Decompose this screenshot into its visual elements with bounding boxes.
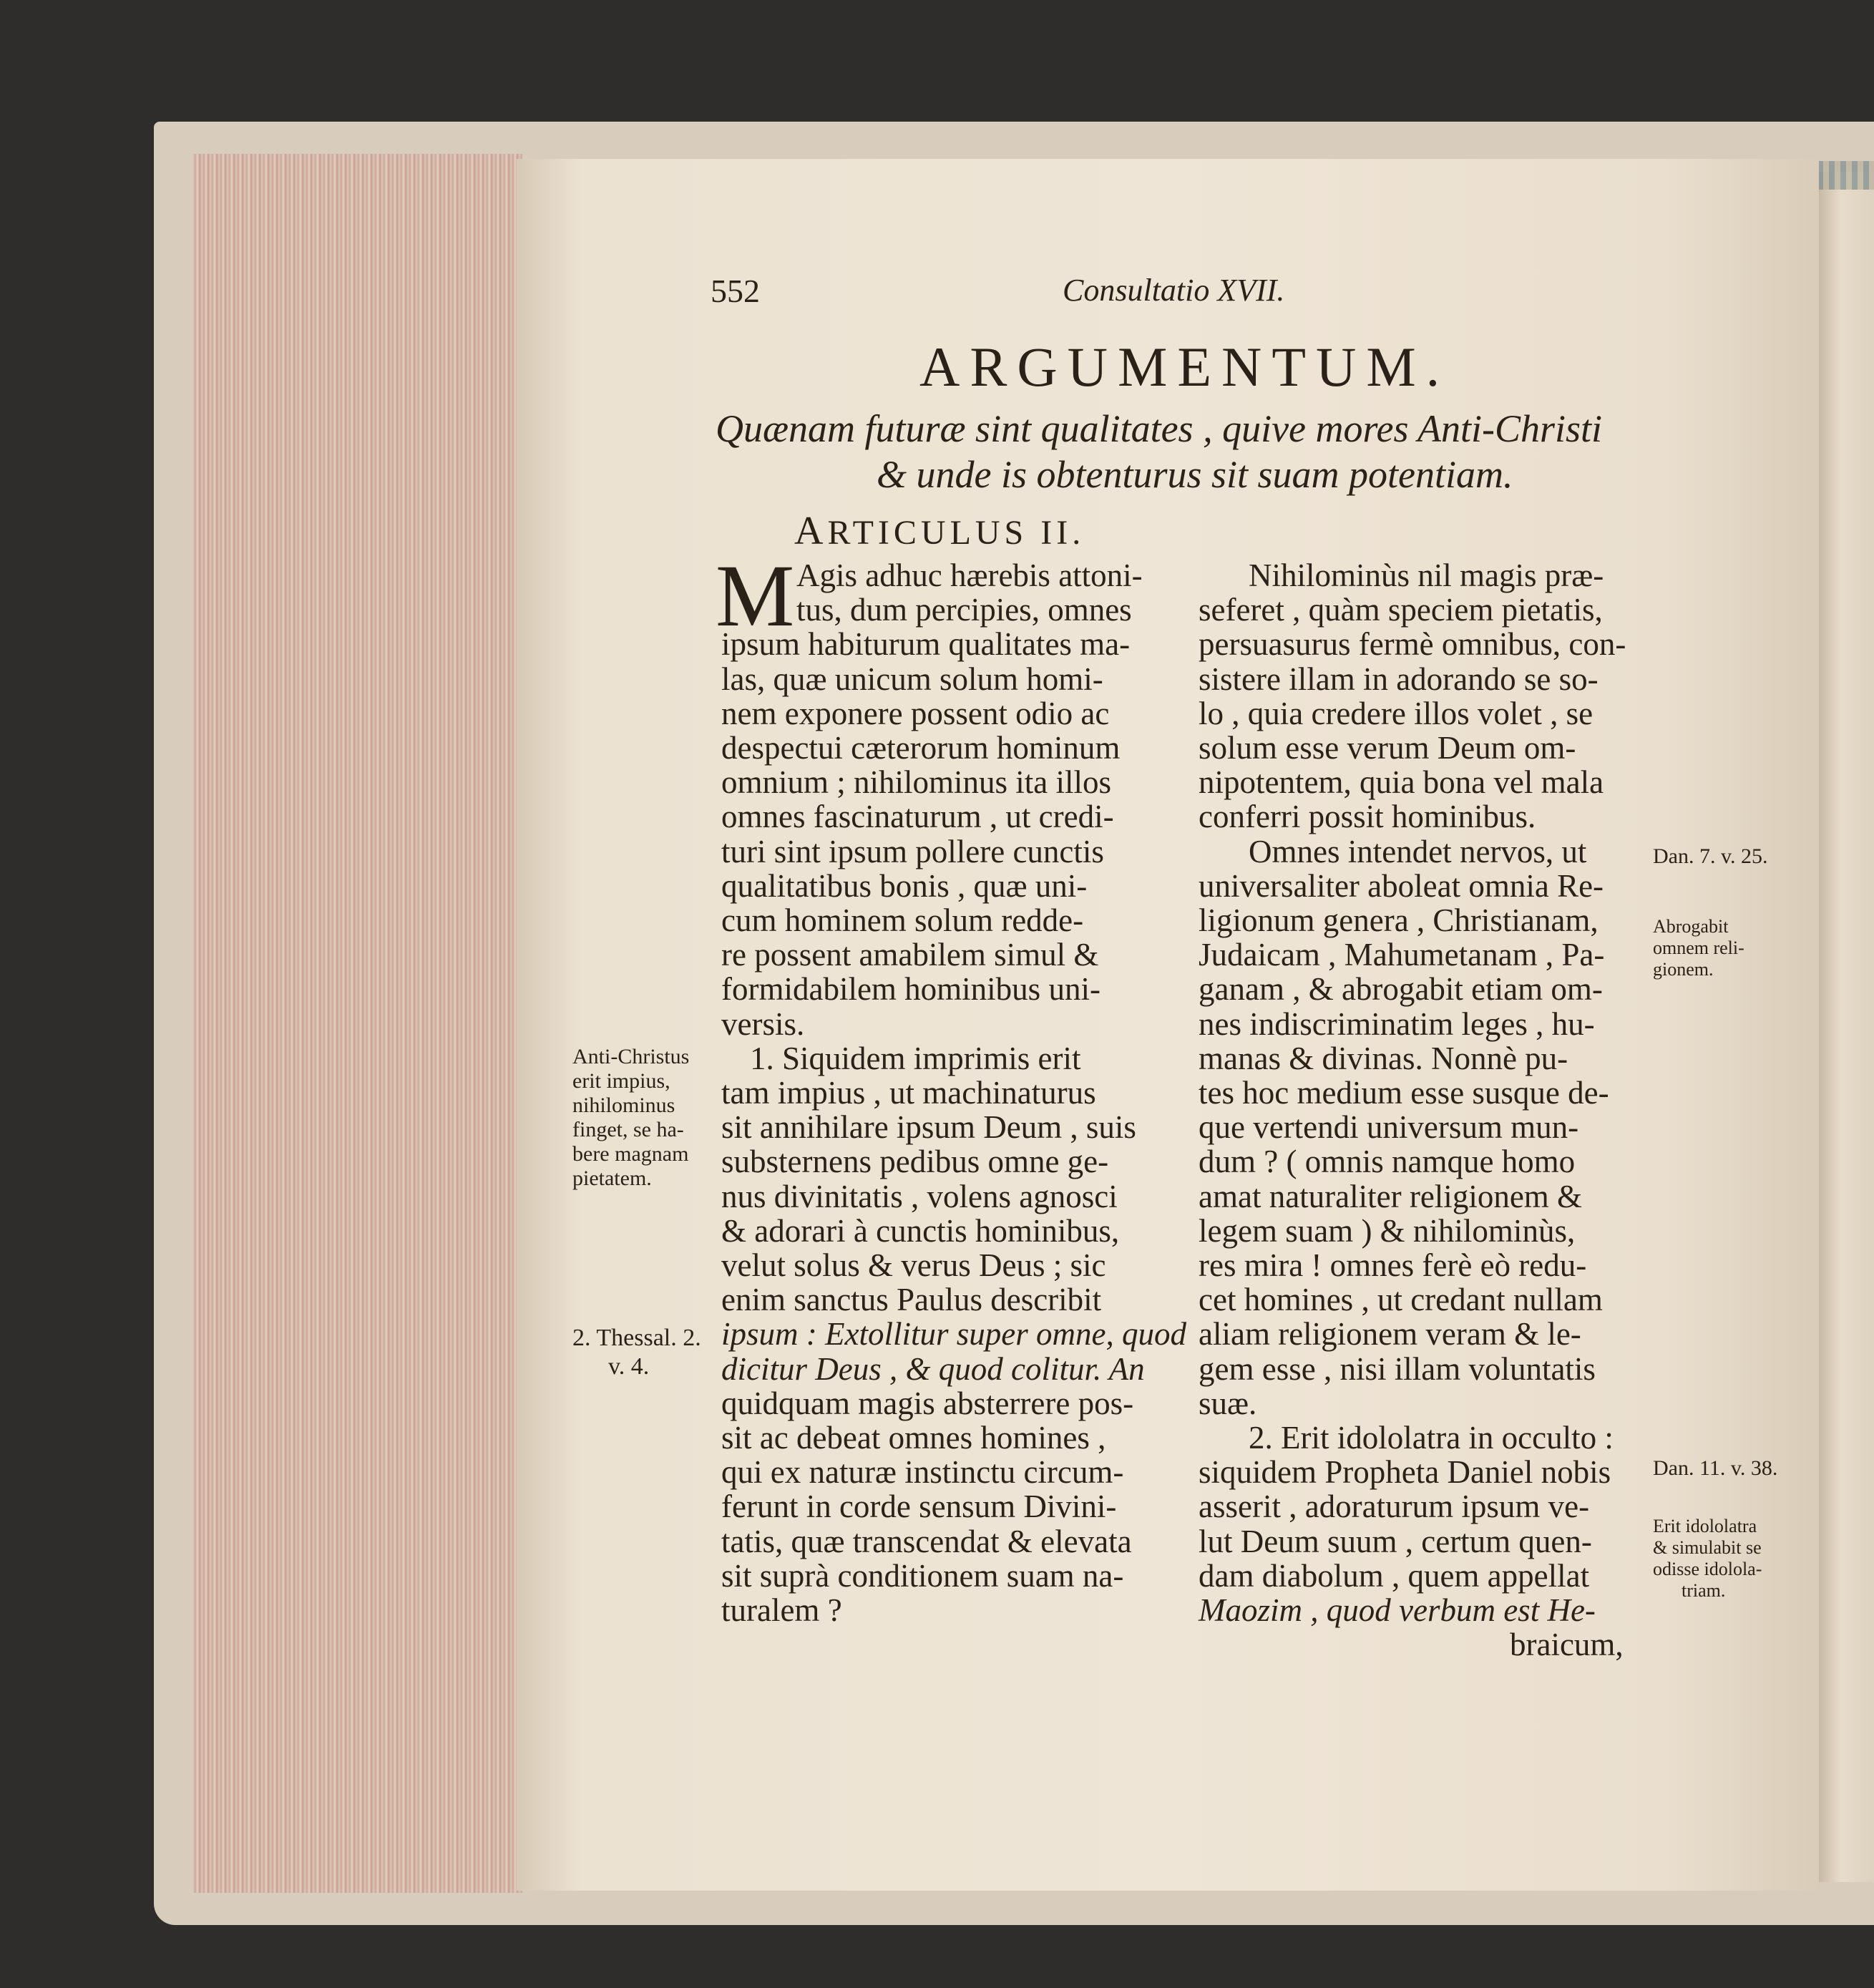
text-line: las, quæ unicum solum homi- bbox=[721, 661, 1103, 697]
page-number: 552 bbox=[711, 273, 760, 309]
text-line: suæ. bbox=[1199, 1385, 1257, 1421]
article-heading bbox=[794, 508, 1085, 554]
page-title: ARGUMENTUM. bbox=[919, 336, 1450, 398]
text-line: Nihilominùs nil magis præ- bbox=[1249, 557, 1604, 593]
text-line: ferunt in corde sensum Divini- bbox=[721, 1488, 1117, 1525]
margin-note-line: nihilominus bbox=[572, 1093, 675, 1117]
margin-note-line: omnem reli- bbox=[1653, 937, 1744, 958]
subtitle-line-1: Quænam futuræ sint qualitates , quive mores Anti-Christi bbox=[716, 407, 1603, 450]
margin-note-line: & simulabit se bbox=[1653, 1537, 1762, 1558]
text-line: lut Deum suum , certum quen- bbox=[1199, 1523, 1592, 1559]
text-line: turi sint ipsum pollere cunctis bbox=[721, 833, 1104, 869]
text-line: substernens pedibus omne ge- bbox=[721, 1144, 1109, 1180]
right-text-column bbox=[1199, 558, 1649, 1662]
text-line: persuasurus fermè omnibus, con- bbox=[1199, 626, 1626, 663]
text-line: asserit , adoraturum ipsum ve- bbox=[1199, 1488, 1590, 1525]
text-line: gem esse , nisi illam voluntatis bbox=[1199, 1350, 1596, 1387]
margin-note-line: Dan. 11. v. 38. bbox=[1653, 1456, 1778, 1480]
text-line: tus, dum percipies, omnes bbox=[796, 592, 1132, 628]
text-line: lo , quia credere illos volet , se bbox=[1199, 695, 1594, 731]
margin-note-thessalonians bbox=[572, 1324, 701, 1381]
margin-note-line: Abrogabit bbox=[1653, 916, 1729, 937]
text-line: nus divinitatis , volens agnosci bbox=[721, 1178, 1118, 1214]
text-line: nes indiscriminatim leges , hu- bbox=[1199, 1005, 1595, 1042]
text-line: solum esse verum Deum om- bbox=[1199, 730, 1576, 766]
margin-note-line: Dan. 7. v. 25. bbox=[1653, 844, 1768, 868]
text-line: sit ac debeat omnes homines , bbox=[721, 1420, 1106, 1456]
text-line: tam impius , ut machinaturus bbox=[721, 1075, 1096, 1111]
text-line: re possent amabilem simul & bbox=[721, 937, 1099, 973]
margin-note-line: erit impius, bbox=[572, 1069, 670, 1093]
margin-note-line: triam. bbox=[1682, 1580, 1726, 1601]
text-line: cum hominem solum redde- bbox=[721, 902, 1084, 939]
margin-note-line: pietatem. bbox=[572, 1166, 652, 1190]
text-line: Maozim , quod verbum est He- bbox=[1199, 1592, 1596, 1629]
text-line: que vertendi universum mun- bbox=[1199, 1109, 1579, 1146]
text-line: universaliter aboleat omnia Re- bbox=[1199, 867, 1604, 904]
text-line: aliam religionem veram & le- bbox=[1199, 1316, 1581, 1353]
margin-note-daniel-7 bbox=[1653, 844, 1768, 869]
text-line: qualitatibus bonis , quæ uni- bbox=[721, 867, 1088, 904]
margin-note-line: finget, se ha- bbox=[572, 1118, 684, 1141]
margin-note-idololatra bbox=[1653, 1516, 1762, 1602]
text-line: cet homines , ut credant nullam bbox=[1199, 1282, 1603, 1318]
text-line: ipsum habiturum qualitates ma- bbox=[721, 626, 1131, 663]
subtitle-line-2: & unde is obtenturus sit suam potentiam. bbox=[877, 453, 1513, 496]
text-line: nem exponere possent odio ac bbox=[721, 695, 1110, 731]
margin-note-line: 2. Thessal. 2. bbox=[572, 1325, 701, 1351]
text-line: braicum, bbox=[1510, 1627, 1624, 1663]
margin-note-line: bere magnam bbox=[572, 1142, 689, 1166]
text-line: legem suam ) & nihilominùs, bbox=[1199, 1212, 1576, 1249]
text-line: qui ex naturæ instinctu circum- bbox=[721, 1454, 1124, 1491]
text-line: despectui cæterorum hominum bbox=[721, 730, 1121, 766]
text-line: dum ? ( omnis namque homo bbox=[1199, 1144, 1576, 1180]
page-edges bbox=[193, 154, 522, 1893]
text-line: versis. bbox=[721, 1005, 805, 1042]
text-line: velut solus & verus Deus ; sic bbox=[721, 1247, 1106, 1284]
text-line: tes hoc medium esse susque de- bbox=[1199, 1075, 1609, 1111]
article-heading-rest: RTICULUS II. bbox=[827, 514, 1085, 552]
text-line: & adorari à cunctis hominibus, bbox=[721, 1212, 1120, 1249]
text-line: seferet , quàm speciem pietatis, bbox=[1199, 592, 1603, 628]
text-line: omnes fascinaturum , ut credi- bbox=[721, 799, 1114, 835]
text-line: enim sanctus Paulus describit bbox=[721, 1282, 1102, 1318]
margin-note-line: Anti-Christus bbox=[572, 1045, 690, 1068]
text-line: tatis, quæ transcendat & elevata bbox=[721, 1523, 1132, 1559]
text-line: omnium ; nihilominus ita illos bbox=[721, 764, 1112, 801]
text-line: ganam , & abrogabit etiam om- bbox=[1199, 971, 1603, 1008]
text-line: nipotentem, quia bona vel mala bbox=[1199, 764, 1604, 801]
text-line: amat naturaliter religionem & bbox=[1199, 1178, 1583, 1214]
text-line: Agis adhuc hærebis attoni- bbox=[796, 557, 1143, 593]
text-line: quidquam magis absterrere pos- bbox=[721, 1385, 1134, 1421]
article-heading-initial: A bbox=[794, 509, 828, 553]
text-line: turalem ? bbox=[721, 1592, 842, 1629]
facing-page-edge bbox=[1819, 172, 1874, 1882]
left-text-column bbox=[721, 557, 1186, 1629]
text-line: 1. Siquidem imprimis erit bbox=[750, 1040, 1081, 1076]
text-line: sit annihilare ipsum Deum , suis bbox=[721, 1109, 1136, 1146]
text-line: Omnes intendet nervos, ut bbox=[1249, 833, 1587, 869]
margin-note-abrogabit bbox=[1653, 916, 1744, 980]
text-line: res mira ! omnes ferè eò redu- bbox=[1199, 1247, 1587, 1284]
drop-cap: M bbox=[716, 547, 795, 645]
text-line: sit suprà conditionem suam na- bbox=[721, 1557, 1124, 1594]
text-line: dicitur Deus , & quod colitur. An bbox=[721, 1350, 1145, 1387]
text-line: 2. Erit idololatra in occulto : bbox=[1249, 1420, 1614, 1456]
text-line: dam diabolum , quem appellat bbox=[1199, 1557, 1590, 1594]
text-line: siquidem Propheta Daniel nobis bbox=[1199, 1454, 1611, 1491]
text-line: conferri possit hominibus. bbox=[1199, 799, 1536, 835]
text-line: formidabilem hominibus uni- bbox=[721, 971, 1101, 1008]
text-line: manas & divinas. Nonnè pu- bbox=[1199, 1040, 1568, 1076]
margin-note-line: v. 4. bbox=[608, 1353, 650, 1380]
text-line: ipsum : Extollitur super omne, quod bbox=[721, 1316, 1186, 1353]
text-line: sistere illam in adorando se so- bbox=[1199, 661, 1599, 697]
margin-note-daniel-11 bbox=[1653, 1456, 1777, 1481]
margin-note-line: odisse idolola- bbox=[1653, 1559, 1762, 1579]
margin-note-anti-christus bbox=[572, 1045, 689, 1191]
running-title: Consultatio XVII. bbox=[1063, 273, 1285, 308]
margin-note-line: Erit idololatra bbox=[1653, 1516, 1757, 1536]
text-line: Judaicam , Mahumetanam , Pa- bbox=[1199, 937, 1605, 973]
margin-note-line: gionem. bbox=[1653, 959, 1714, 980]
text-line: ligionum genera , Christianam, bbox=[1199, 902, 1599, 939]
